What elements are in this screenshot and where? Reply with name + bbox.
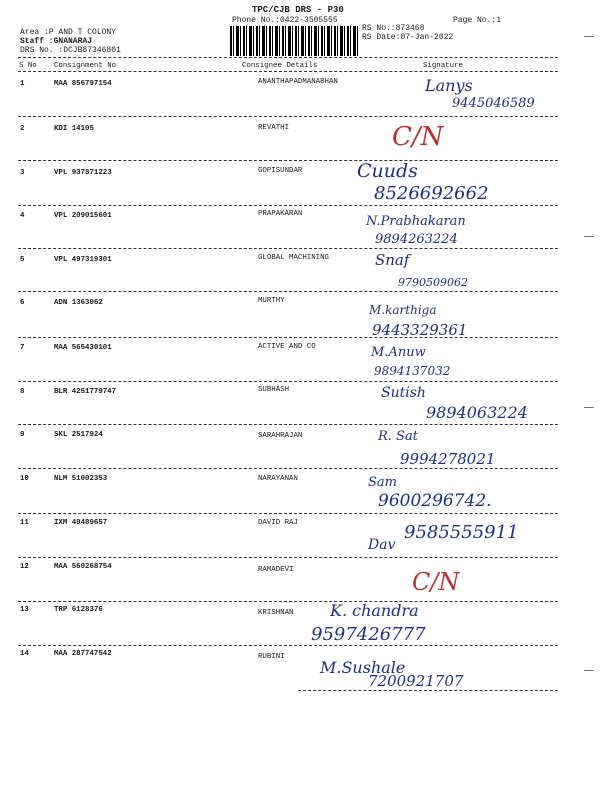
row-divider bbox=[18, 557, 558, 558]
row-consignee: RAMADEVI bbox=[258, 566, 294, 574]
row-divider bbox=[18, 116, 558, 117]
row-consignment: KDI 14105 bbox=[54, 125, 94, 133]
row-divider bbox=[18, 468, 558, 469]
row-sno: 10 bbox=[20, 475, 29, 483]
row-consignment: MAA 565430101 bbox=[54, 344, 112, 352]
signature-phone: 9790509062 bbox=[398, 276, 468, 289]
row-sno: 2 bbox=[20, 125, 25, 133]
rs-number: RS No.:873468 bbox=[362, 24, 425, 33]
rs-date: RS Date:07-Jan-2022 bbox=[362, 33, 454, 42]
row-consignment: TRP 6128376 bbox=[54, 606, 103, 614]
column-header-consignee: Consignee Details bbox=[242, 62, 318, 70]
row-sno: 1 bbox=[20, 80, 25, 88]
row-sno: 4 bbox=[20, 212, 25, 220]
row-consignee: PRAPAKARAN bbox=[258, 210, 303, 218]
row-consignee: REVATHI bbox=[258, 124, 290, 132]
margin-mark bbox=[584, 236, 594, 237]
column-header-consignment: Consignment No bbox=[54, 62, 117, 70]
row-consignee: DAVID RAJ bbox=[258, 519, 298, 527]
row-divider bbox=[18, 291, 558, 292]
row-consignment: VPL 209015601 bbox=[54, 212, 112, 220]
row-sno: 6 bbox=[20, 299, 25, 307]
page-number: Page No.:1 bbox=[453, 16, 502, 25]
header-divider bbox=[18, 57, 558, 58]
signature-phone: 9600296742. bbox=[378, 491, 492, 511]
row-sno: 9 bbox=[20, 431, 25, 439]
signature: Sutish bbox=[381, 385, 426, 401]
cn-mark: C/N bbox=[412, 568, 460, 596]
drs-number: DRS No. :DCJB87346801 bbox=[20, 46, 121, 55]
signature: R. Sat bbox=[378, 429, 418, 444]
signature: Lanys bbox=[425, 76, 473, 95]
signature: Cuuds bbox=[357, 160, 418, 182]
signature-phone: 9585555911 bbox=[404, 522, 519, 543]
signature-phone: 9894263224 bbox=[375, 232, 458, 247]
signature-phone: 9597426777 bbox=[311, 624, 426, 645]
row-consignment: MAA 560268754 bbox=[54, 563, 112, 571]
phone-number: Phone No.:0422-3505555 bbox=[232, 16, 338, 25]
signature: K. chandra bbox=[330, 601, 419, 620]
row-consignee: NARAYANAN bbox=[258, 475, 298, 483]
row-consignee: SUBHASH bbox=[258, 386, 290, 394]
row-consignment: IXM 49489657 bbox=[54, 519, 108, 527]
signature-phone: 8526692662 bbox=[374, 183, 489, 204]
signature-phone: 9445046589 bbox=[452, 96, 535, 111]
row-sno: 7 bbox=[20, 344, 25, 352]
row-sno: 8 bbox=[20, 388, 25, 396]
row-divider bbox=[18, 160, 558, 161]
area-label: Area :P AND T COLONY bbox=[20, 28, 117, 37]
signature-phone: 9894063224 bbox=[426, 403, 528, 422]
row-consignment: ADN 1363062 bbox=[54, 299, 103, 307]
row-consignee: MURTHY bbox=[258, 297, 285, 305]
row-consignment: VPL 937871223 bbox=[54, 169, 112, 177]
signature-phone: 9443329361 bbox=[372, 321, 468, 339]
sheet-title: TPC/CJB DRS - P30 bbox=[252, 5, 344, 15]
row-consignment: VPL 497319301 bbox=[54, 256, 112, 264]
signature: N.Prabhakaran bbox=[366, 214, 466, 229]
row-sno: 5 bbox=[20, 256, 25, 264]
signature: M.Anuw bbox=[371, 345, 426, 360]
signature: Snaf bbox=[375, 251, 410, 269]
row-consignee: KRISHNAN bbox=[258, 609, 294, 617]
row-consignee: ACTIVE AND CO bbox=[258, 343, 316, 351]
row-divider bbox=[18, 513, 558, 514]
row-sno: 11 bbox=[20, 519, 29, 527]
row-consignment: MAA 856797154 bbox=[54, 80, 112, 88]
margin-mark bbox=[584, 36, 594, 37]
row-consignee: RUBINI bbox=[258, 653, 285, 661]
signature: M.karthiga bbox=[369, 303, 437, 317]
barcode bbox=[230, 26, 358, 56]
row-consignee: SARAHRAJAN bbox=[258, 432, 303, 440]
row-divider bbox=[18, 601, 558, 602]
row-consignment: NLM 51002353 bbox=[54, 475, 108, 483]
margin-mark bbox=[584, 670, 594, 671]
row-consignment: BLR 4251779747 bbox=[54, 388, 117, 396]
staff-label: Staff :GNANARAJ bbox=[20, 37, 93, 46]
row-consignment: SKL 2517924 bbox=[54, 431, 103, 439]
column-header-signature: Signature bbox=[423, 62, 463, 70]
signature-phone: 9894137032 bbox=[374, 364, 451, 378]
row-divider bbox=[18, 424, 558, 425]
row-consignee: GLOBAL MACHINING bbox=[258, 254, 329, 262]
signature: Sam bbox=[368, 475, 397, 490]
column-header-divider bbox=[18, 71, 558, 72]
row-divider bbox=[18, 645, 558, 646]
row-consignee: ANANTHAPADMANABHAN bbox=[258, 78, 338, 86]
row-sno: 12 bbox=[20, 563, 29, 571]
signature: M.Sushale bbox=[320, 658, 406, 677]
row-sno: 14 bbox=[20, 650, 29, 658]
column-header-sno: S No bbox=[19, 62, 37, 70]
margin-mark bbox=[584, 407, 594, 408]
row-consignment: MAA 287747542 bbox=[54, 650, 112, 658]
row-divider bbox=[18, 248, 558, 249]
signature: Dav bbox=[368, 537, 396, 553]
row-sno: 13 bbox=[20, 606, 29, 614]
row-divider bbox=[18, 205, 558, 206]
row-divider bbox=[18, 337, 558, 338]
row-divider bbox=[298, 690, 558, 691]
cn-mark: C/N bbox=[392, 122, 444, 152]
row-consignee: GOPISUNDAR bbox=[258, 167, 303, 175]
signature-phone: 7200921707 bbox=[368, 672, 464, 690]
row-divider bbox=[18, 381, 558, 382]
row-sno: 3 bbox=[20, 169, 25, 177]
signature-phone: 9994278021 bbox=[400, 450, 496, 468]
